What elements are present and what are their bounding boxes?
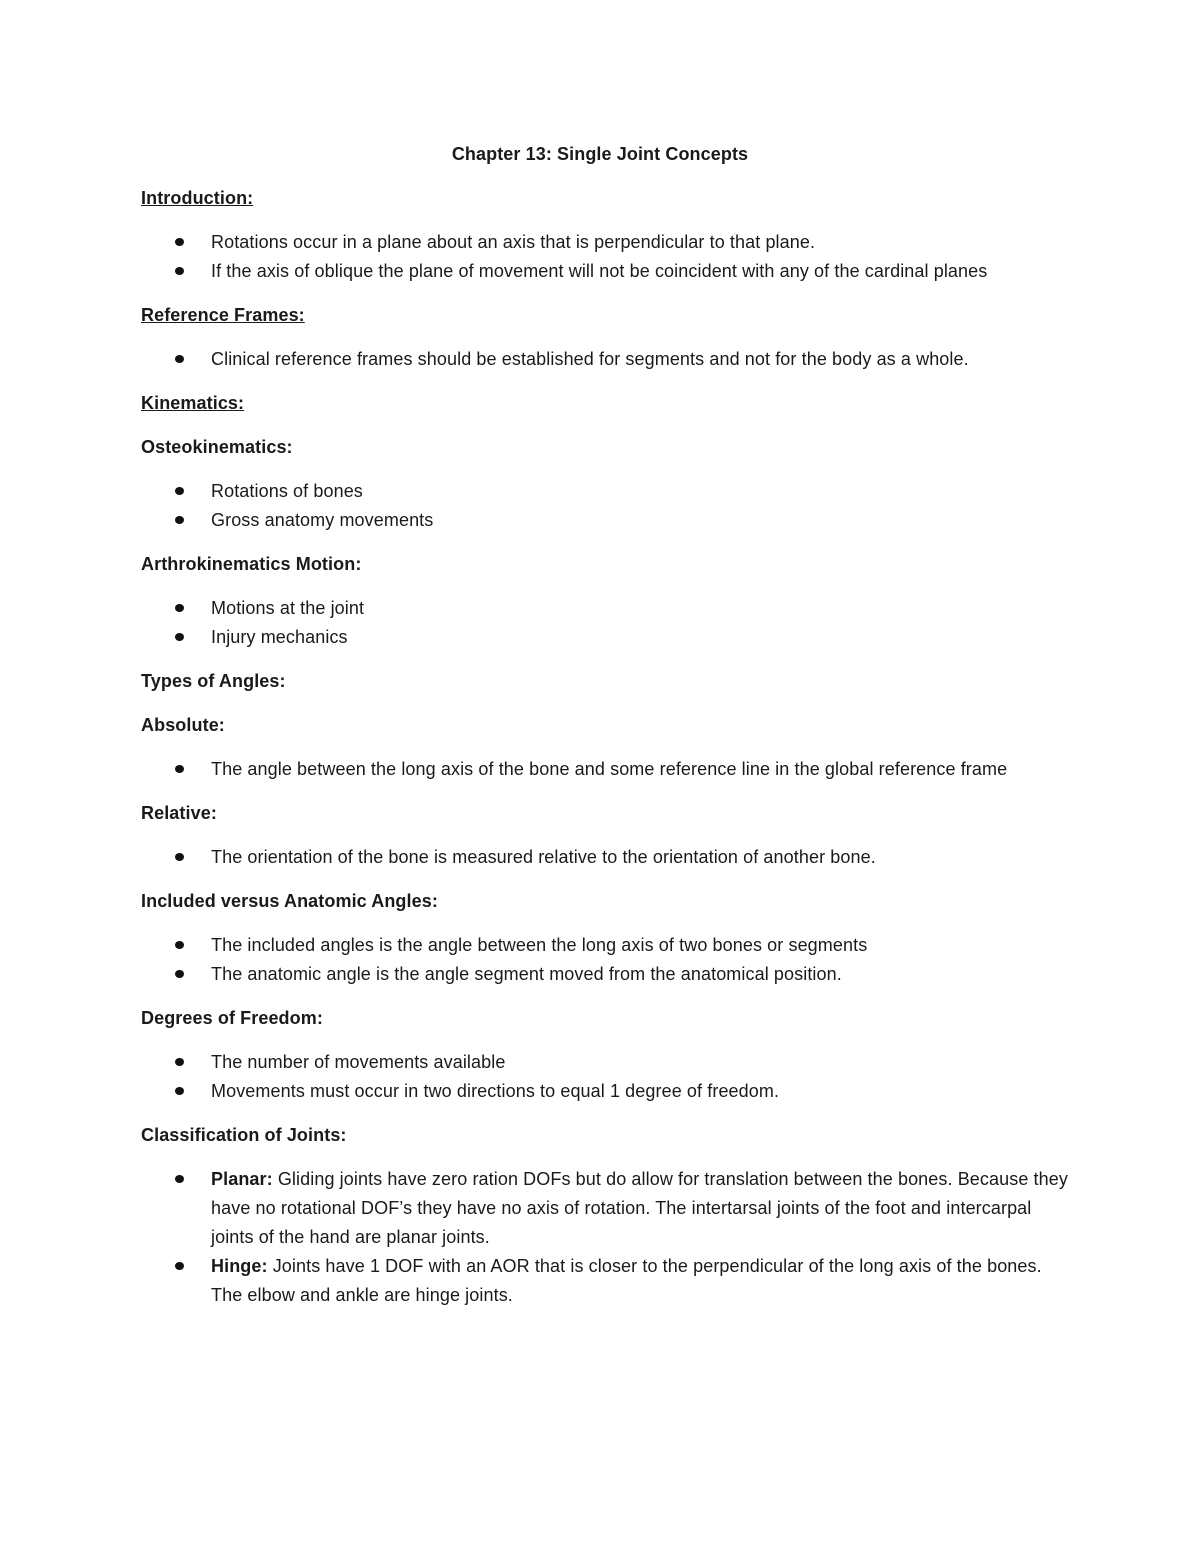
- bullet-icon: [175, 238, 184, 246]
- list-item-text: The angle between the long axis of the bone and some reference line in the global reference frame: [211, 759, 1008, 779]
- list-item: [141, 257, 1071, 286]
- list-item-text: The anatomic angle is the angle segment moved from the anatomical position.: [211, 964, 842, 984]
- list-item: [141, 755, 1071, 784]
- list-item: [141, 960, 1071, 989]
- bullet-icon: [175, 765, 184, 773]
- bullet-icon: [175, 1175, 184, 1183]
- list-relative: [141, 843, 1071, 872]
- bullet-icon: [175, 1262, 184, 1270]
- list-item: [141, 843, 1071, 872]
- list-item: [141, 1077, 1071, 1106]
- bullet-icon: [175, 267, 184, 275]
- heading-relative: Relative:: [141, 803, 217, 823]
- bullet-icon: [175, 1058, 184, 1066]
- list-item: [141, 1252, 1071, 1310]
- list-item-text: The orientation of the bone is measured relative to the orientation of another bone.: [211, 847, 876, 867]
- list-item: [141, 345, 1071, 374]
- list-item-text: If the axis of oblique the plane of movement will not be coincident with any of the cardinal planes: [211, 261, 988, 281]
- bullet-icon: [175, 487, 184, 495]
- bullet-icon: [175, 941, 184, 949]
- bullet-icon: [175, 853, 184, 861]
- list-item-text: Clinical reference frames should be established for segments and not for the body as a whole.: [211, 349, 969, 369]
- term-hinge: Hinge:: [211, 1256, 268, 1276]
- list-item: [141, 594, 1071, 623]
- heading-types-of-angles: Types of Angles:: [141, 671, 286, 691]
- heading-osteokinematics: Osteokinematics:: [141, 437, 293, 457]
- heading-introduction: Introduction:: [141, 188, 254, 208]
- list-item-text: Motions at the joint: [211, 598, 365, 618]
- list-classification: [141, 1165, 1071, 1310]
- page-title: Chapter 13: Single Joint Concepts: [451, 144, 749, 164]
- list-arthrokinematics: [141, 594, 1071, 652]
- list-reference-frames: [141, 345, 1071, 374]
- heading-included-anatomic: Included versus Anatomic Angles:: [141, 891, 438, 911]
- heading-degrees-of-freedom: Degrees of Freedom:: [141, 1008, 323, 1028]
- list-item-text: Rotations occur in a plane about an axis that is perpendicular to that plane.: [211, 232, 816, 252]
- heading-arthrokinematics: Arthrokinematics Motion:: [141, 554, 362, 574]
- list-item-text: Injury mechanics: [211, 627, 348, 647]
- heading-kinematics: Kinematics:: [141, 393, 245, 413]
- list-item: [141, 931, 1071, 960]
- list-item: [141, 1165, 1071, 1252]
- list-item-text: Gliding joints have zero ration DOFs but do allow for translation between the bones. Because they have no rotational DOF’s they have no axis of rotation. The intertarsal joints of the foot and intercarpal joints of the hand are planar joints.: [211, 1169, 1068, 1247]
- bullet-icon: [175, 1087, 184, 1095]
- list-item: [141, 477, 1071, 506]
- list-item: [141, 506, 1071, 535]
- list-item-text: The number of movements available: [211, 1052, 506, 1072]
- list-item: [141, 1048, 1071, 1077]
- bullet-icon: [175, 516, 184, 524]
- list-absolute: [141, 755, 1071, 784]
- list-item-text: The included angles is the angle between the long axis of two bones or segments: [211, 935, 868, 955]
- list-item-text: Rotations of bones: [211, 481, 363, 501]
- heading-absolute: Absolute:: [141, 715, 225, 735]
- document-body: [141, 140, 1071, 1325]
- list-included-anatomic: [141, 931, 1071, 989]
- bullet-icon: [175, 355, 184, 363]
- list-item: [141, 228, 1071, 257]
- bullet-icon: [175, 970, 184, 978]
- term-planar: Planar:: [211, 1169, 273, 1189]
- list-introduction: [141, 228, 1071, 286]
- list-item-text: Joints have 1 DOF with an AOR that is closer to the perpendicular of the long axis of the bones. The elbow and ankle are hinge joints.: [211, 1256, 1042, 1305]
- list-item-text: Gross anatomy movements: [211, 510, 434, 530]
- heading-classification: Classification of Joints:: [141, 1125, 347, 1145]
- list-item-text: Movements must occur in two directions to equal 1 degree of freedom.: [211, 1081, 780, 1101]
- list-osteokinematics: [141, 477, 1071, 535]
- list-degrees-of-freedom: [141, 1048, 1071, 1106]
- bullet-icon: [175, 604, 184, 612]
- heading-reference-frames: Reference Frames:: [141, 305, 305, 325]
- list-item: [141, 623, 1071, 652]
- bullet-icon: [175, 633, 184, 641]
